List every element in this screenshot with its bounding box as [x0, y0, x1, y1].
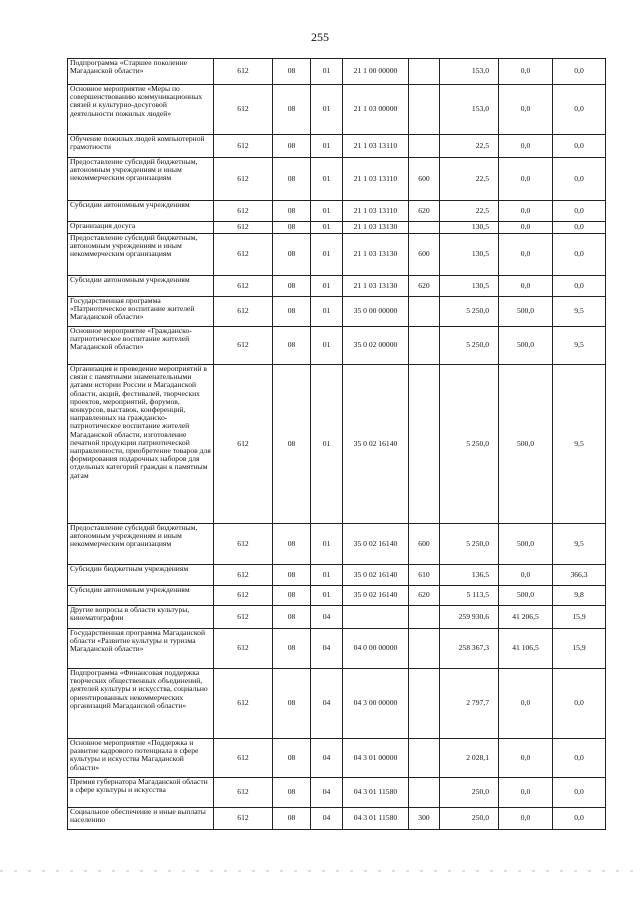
table-row — [68, 234, 606, 276]
row-name-cell: Организация и проведение мероприятий в связи с памятными знаменательными датами истории России и Магаданской области, акций, фестивалей, творческих проектов, мероприятий, форумов, конкурсов, выставок, конференций, направленных на гражданско-патриотическое воспитание жителей Магаданской области, изготовление печатной продукции патриотической направленности, приобретение товаров для формирования подарочных наборов для отдельных категорий граждан к памятным датам — [68, 365, 214, 524]
row-name-cell: Субсидии бюджетным учреждениям — [68, 565, 214, 586]
section-code-cell: 08 — [273, 234, 311, 276]
executed-amount-cell: 0,0 — [499, 739, 553, 778]
ved-code-cell: 612 — [214, 606, 273, 629]
execution-percent-cell: 0,0 — [553, 234, 606, 276]
row-name-cell: Основное мероприятие «Гражданско-патриотическое воспитание жителей Магаданской области» — [68, 327, 214, 365]
approved-amount-cell: 22,5 — [440, 158, 499, 201]
row-name-cell: Предоставление субсидий бюджетным, автономным учреждениям и иным некоммерческим организациям — [68, 234, 214, 276]
subsection-code-cell: 01 — [311, 565, 343, 586]
executed-amount-cell: 0,0 — [499, 669, 553, 739]
section-code-cell: 08 — [273, 158, 311, 201]
target-article-cell: 35 0 02 16140 — [343, 565, 409, 586]
ved-code-cell: 612 — [214, 524, 273, 565]
ved-code-cell: 612 — [214, 222, 273, 234]
expense-type-cell — [409, 606, 440, 629]
expense-type-cell: 610 — [409, 565, 440, 586]
approved-amount-cell: 22,5 — [440, 135, 499, 158]
table-row — [68, 297, 606, 327]
target-article-cell: 21 1 03 13110 — [343, 201, 409, 222]
row-name-cell: Основное мероприятие «Меры по совершенствованию коммуникационных связей и культурно-досуговой деятельности пожилых людей» — [68, 85, 214, 135]
approved-amount-cell: 153,0 — [440, 85, 499, 135]
execution-percent-cell: 0,0 — [553, 808, 606, 830]
scan-artifact-line — [0, 870, 640, 872]
row-name-cell: Премия губернатора Магаданской области в сфере культуры и искусства — [68, 778, 214, 808]
budget-table — [67, 58, 606, 830]
executed-amount-cell: 500,0 — [499, 327, 553, 365]
ved-code-cell: 612 — [214, 629, 273, 669]
subsection-code-cell: 01 — [311, 158, 343, 201]
expense-type-cell: 600 — [409, 234, 440, 276]
table-row — [68, 778, 606, 808]
section-code-cell: 08 — [273, 59, 311, 85]
executed-amount-cell: 0,0 — [499, 276, 553, 297]
row-name-cell: Подпрограмма «Финансовая поддержка творческих общественных объединений, деятелей культуры и искусства, социально ориентированных некоммерческих организаций Магаданской области» — [68, 669, 214, 739]
ved-code-cell: 612 — [214, 808, 273, 830]
target-article-cell: 21 1 03 13130 — [343, 276, 409, 297]
budget-table-body — [68, 59, 606, 830]
expense-type-cell — [409, 327, 440, 365]
executed-amount-cell: 0,0 — [499, 135, 553, 158]
ved-code-cell: 612 — [214, 234, 273, 276]
section-code-cell: 08 — [273, 524, 311, 565]
target-article-cell: 21 1 03 13110 — [343, 135, 409, 158]
subsection-code-cell: 04 — [311, 606, 343, 629]
approved-amount-cell: 5 113,5 — [440, 586, 499, 606]
section-code-cell: 08 — [273, 808, 311, 830]
table-row — [68, 85, 606, 135]
execution-percent-cell: 15,9 — [553, 629, 606, 669]
expense-type-cell — [409, 85, 440, 135]
execution-percent-cell: 0,0 — [553, 158, 606, 201]
executed-amount-cell: 0,0 — [499, 59, 553, 85]
execution-percent-cell: 366,3 — [553, 565, 606, 586]
execution-percent-cell: 0,0 — [553, 222, 606, 234]
table-row — [68, 276, 606, 297]
ved-code-cell: 612 — [214, 565, 273, 586]
subsection-code-cell: 01 — [311, 276, 343, 297]
table-row — [68, 201, 606, 222]
execution-percent-cell: 15,9 — [553, 606, 606, 629]
execution-percent-cell: 0,0 — [553, 778, 606, 808]
subsection-code-cell: 04 — [311, 629, 343, 669]
approved-amount-cell: 130,5 — [440, 234, 499, 276]
ved-code-cell: 612 — [214, 158, 273, 201]
execution-percent-cell: 0,0 — [553, 669, 606, 739]
section-code-cell: 08 — [273, 135, 311, 158]
target-article-cell: 35 0 02 16140 — [343, 524, 409, 565]
executed-amount-cell: 0,0 — [499, 234, 553, 276]
table-row — [68, 739, 606, 778]
expense-type-cell: 620 — [409, 276, 440, 297]
target-article-cell: 35 0 00 00000 — [343, 297, 409, 327]
ved-code-cell: 612 — [214, 327, 273, 365]
section-code-cell: 08 — [273, 778, 311, 808]
row-name-cell: Обучение пожилых людей компьютерной грамотности — [68, 135, 214, 158]
section-code-cell: 08 — [273, 365, 311, 524]
subsection-code-cell: 01 — [311, 59, 343, 85]
section-code-cell: 08 — [273, 85, 311, 135]
ved-code-cell: 612 — [214, 778, 273, 808]
expense-type-cell — [409, 59, 440, 85]
subsection-code-cell: 01 — [311, 234, 343, 276]
approved-amount-cell: 259 930,6 — [440, 606, 499, 629]
executed-amount-cell: 0,0 — [499, 565, 553, 586]
row-name-cell: Другие вопросы в области культуры, кинематографии — [68, 606, 214, 629]
table-row — [68, 586, 606, 606]
approved-amount-cell: 5 250,0 — [440, 297, 499, 327]
approved-amount-cell: 5 250,0 — [440, 327, 499, 365]
execution-percent-cell: 0,0 — [553, 135, 606, 158]
row-name-cell: Подпрограмма «Старшее поколение Магаданской области» — [68, 59, 214, 85]
target-article-cell: 21 1 03 13130 — [343, 222, 409, 234]
row-name-cell: Предоставление субсидий бюджетным, автономным учреждениям и иным некоммерческим организациям — [68, 158, 214, 201]
approved-amount-cell: 5 250,0 — [440, 524, 499, 565]
expense-type-cell — [409, 778, 440, 808]
table-row — [68, 158, 606, 201]
expense-type-cell: 600 — [409, 524, 440, 565]
executed-amount-cell: 0,0 — [499, 222, 553, 234]
executed-amount-cell: 500,0 — [499, 586, 553, 606]
ved-code-cell: 612 — [214, 739, 273, 778]
table-row — [68, 808, 606, 830]
target-article-cell: 04 3 01 00000 — [343, 739, 409, 778]
execution-percent-cell: 9,5 — [553, 524, 606, 565]
ved-code-cell: 612 — [214, 365, 273, 524]
row-name-cell: Предоставление субсидий бюджетным, автономным учреждениям и иным некоммерческим организациям — [68, 524, 214, 565]
expense-type-cell — [409, 135, 440, 158]
subsection-code-cell: 04 — [311, 808, 343, 830]
approved-amount-cell: 2 797,7 — [440, 669, 499, 739]
section-code-cell: 08 — [273, 669, 311, 739]
ved-code-cell: 612 — [214, 297, 273, 327]
expense-type-cell — [409, 222, 440, 234]
execution-percent-cell: 0,0 — [553, 739, 606, 778]
table-row — [68, 135, 606, 158]
execution-percent-cell: 9,5 — [553, 365, 606, 524]
table-row — [68, 222, 606, 234]
section-code-cell: 08 — [273, 606, 311, 629]
target-article-cell: 04 3 01 11580 — [343, 808, 409, 830]
row-name-cell: Организация досуга — [68, 222, 214, 234]
target-article-cell: 04 0 00 00000 — [343, 629, 409, 669]
approved-amount-cell: 258 367,3 — [440, 629, 499, 669]
row-name-cell: Социальное обеспечение и иные выплаты населению — [68, 808, 214, 830]
row-name-cell: Субсидии автономным учреждениям — [68, 201, 214, 222]
target-article-cell: 04 3 01 11580 — [343, 778, 409, 808]
target-article-cell — [343, 606, 409, 629]
execution-percent-cell: 9,5 — [553, 297, 606, 327]
approved-amount-cell: 136,5 — [440, 565, 499, 586]
ved-code-cell: 612 — [214, 85, 273, 135]
subsection-code-cell: 01 — [311, 135, 343, 158]
target-article-cell: 35 0 02 00000 — [343, 327, 409, 365]
table-row — [68, 565, 606, 586]
executed-amount-cell: 0,0 — [499, 85, 553, 135]
target-article-cell: 04 3 00 00000 — [343, 669, 409, 739]
executed-amount-cell: 0,0 — [499, 158, 553, 201]
executed-amount-cell: 0,0 — [499, 778, 553, 808]
execution-percent-cell: 9,5 — [553, 327, 606, 365]
execution-percent-cell: 0,0 — [553, 59, 606, 85]
executed-amount-cell: 0,0 — [499, 201, 553, 222]
target-article-cell: 21 1 03 00000 — [343, 85, 409, 135]
table-row — [68, 327, 606, 365]
target-article-cell: 35 0 02 16140 — [343, 365, 409, 524]
subsection-code-cell: 01 — [311, 297, 343, 327]
executed-amount-cell: 500,0 — [499, 297, 553, 327]
expense-type-cell — [409, 365, 440, 524]
page-number: 255 — [311, 30, 329, 44]
ved-code-cell: 612 — [214, 276, 273, 297]
approved-amount-cell: 5 250,0 — [440, 365, 499, 524]
executed-amount-cell: 0,0 — [499, 808, 553, 830]
ved-code-cell: 612 — [214, 59, 273, 85]
executed-amount-cell: 500,0 — [499, 365, 553, 524]
section-code-cell: 08 — [273, 297, 311, 327]
approved-amount-cell: 130,5 — [440, 276, 499, 297]
target-article-cell: 21 1 03 13130 — [343, 234, 409, 276]
row-name-cell: Субсидии автономным учреждениям — [68, 586, 214, 606]
row-name-cell: Основное мероприятие «Поддержка и развитие кадрового потенциала в сфере культуры и искусства Магаданской области» — [68, 739, 214, 778]
executed-amount-cell: 41 106,5 — [499, 629, 553, 669]
section-code-cell: 08 — [273, 327, 311, 365]
execution-percent-cell: 0,0 — [553, 85, 606, 135]
row-name-cell: Государственная программа «Патриотическое воспитание жителей Магаданской области» — [68, 297, 214, 327]
table-row — [68, 365, 606, 524]
execution-percent-cell: 0,0 — [553, 201, 606, 222]
expense-type-cell: 620 — [409, 201, 440, 222]
table-row — [68, 524, 606, 565]
section-code-cell: 08 — [273, 222, 311, 234]
expense-type-cell — [409, 739, 440, 778]
ved-code-cell: 612 — [214, 669, 273, 739]
subsection-code-cell: 01 — [311, 524, 343, 565]
execution-percent-cell: 9,8 — [553, 586, 606, 606]
section-code-cell: 08 — [273, 276, 311, 297]
section-code-cell: 08 — [273, 629, 311, 669]
subsection-code-cell: 04 — [311, 669, 343, 739]
executed-amount-cell: 500,0 — [499, 524, 553, 565]
subsection-code-cell: 01 — [311, 85, 343, 135]
subsection-code-cell: 01 — [311, 201, 343, 222]
target-article-cell: 21 1 03 13110 — [343, 158, 409, 201]
row-name-cell: Государственная программа Магаданской области «Развитие культуры и туризма Магаданской области» — [68, 629, 214, 669]
subsection-code-cell: 01 — [311, 222, 343, 234]
section-code-cell: 08 — [273, 565, 311, 586]
subsection-code-cell: 01 — [311, 586, 343, 606]
ved-code-cell: 612 — [214, 586, 273, 606]
executed-amount-cell: 41 206,5 — [499, 606, 553, 629]
table-row — [68, 606, 606, 629]
expense-type-cell — [409, 629, 440, 669]
subsection-code-cell: 01 — [311, 327, 343, 365]
table-row — [68, 59, 606, 85]
approved-amount-cell: 2 028,1 — [440, 739, 499, 778]
subsection-code-cell: 04 — [311, 739, 343, 778]
expense-type-cell — [409, 669, 440, 739]
approved-amount-cell: 22,5 — [440, 201, 499, 222]
expense-type-cell: 600 — [409, 158, 440, 201]
target-article-cell: 21 1 00 00000 — [343, 59, 409, 85]
approved-amount-cell: 250,0 — [440, 778, 499, 808]
section-code-cell: 08 — [273, 586, 311, 606]
target-article-cell: 35 0 02 16140 — [343, 586, 409, 606]
approved-amount-cell: 153,0 — [440, 59, 499, 85]
table-row — [68, 629, 606, 669]
expense-type-cell — [409, 297, 440, 327]
section-code-cell: 08 — [273, 201, 311, 222]
ved-code-cell: 612 — [214, 201, 273, 222]
table-row — [68, 669, 606, 739]
section-code-cell: 08 — [273, 739, 311, 778]
subsection-code-cell: 01 — [311, 365, 343, 524]
row-name-cell: Субсидии автономным учреждениям — [68, 276, 214, 297]
approved-amount-cell: 130,5 — [440, 222, 499, 234]
approved-amount-cell: 250,0 — [440, 808, 499, 830]
ved-code-cell: 612 — [214, 135, 273, 158]
expense-type-cell: 620 — [409, 586, 440, 606]
expense-type-cell: 300 — [409, 808, 440, 830]
execution-percent-cell: 0,0 — [553, 276, 606, 297]
subsection-code-cell: 04 — [311, 778, 343, 808]
